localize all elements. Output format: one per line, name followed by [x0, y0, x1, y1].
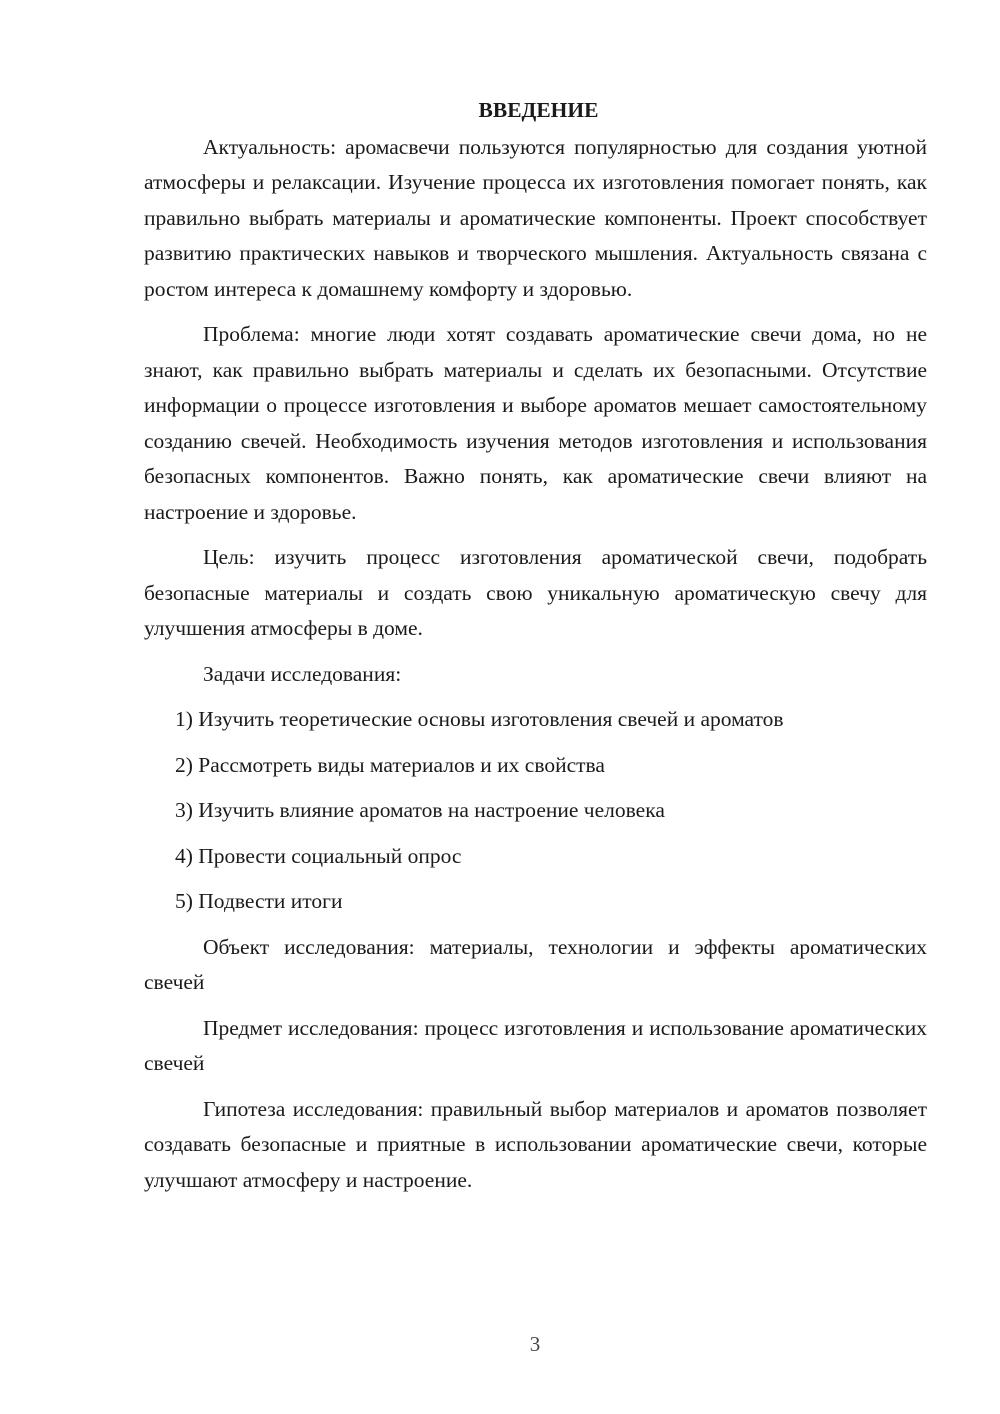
task-item: 2) Рассмотреть виды материалов и их свойства — [175, 752, 605, 777]
task-item: 5) Подвести итоги — [175, 889, 343, 913]
goal-paragraph: Цель: изучить процесс изготовления ароматической свечи, подобрать безопасные материалы и создать свою уникальную ароматическую свечу для улучшения атмосферы в доме. — [144, 545, 927, 640]
subject-paragraph: Предмет исследования: процесс изготовления и использование ароматических свечей — [144, 1015, 927, 1075]
page-title: ВВЕДЕНИЕ — [478, 98, 599, 122]
object-paragraph: Объект исследования: материалы, технологии и эффекты ароматических свечей — [144, 934, 927, 994]
problem-paragraph: Проблема: многие люди хотят создавать ароматические свечи дома, но не знают, как правильно выбрать материалы и сделать их безопасными. Отсутствие информации о процессе изготовления и выборе ароматов мешает самостоятельному созданию свечей. Необходимость изучения методов изготовления и использования безопасных компонентов. Важно понять, как ароматические свечи влияют на настроение и здоровье. — [144, 322, 927, 524]
relevance-paragraph: Актуальность: аромасвечи пользуются популярностью для создания уютной атмосферы и релаксации. Изучение процесса их изготовления помогает понять, как правильно выбрать материалы и ароматические компоненты. Проект способствует развитию практических навыков и творческого мышления. Актуальность связана с ростом интереса к домашнему комфорту и здоровью. — [144, 134, 927, 301]
hypothesis-paragraph: Гипотеза исследования: правильный выбор материалов и ароматов позволяет создавать безопасные и приятные в использовании ароматические свечи, которые улучшают атмосферу и настроение. — [144, 1096, 927, 1192]
task-item: 1) Изучить теоретические основы изготовления свечей и ароматов — [175, 707, 784, 731]
page-number: 3 — [529, 1332, 541, 1356]
task-item: 3) Изучить влияние ароматов на настроение человека — [175, 798, 665, 822]
page-content — [144, 93, 927, 1208]
tasks-heading: Задачи исследования: — [203, 661, 402, 686]
task-item: 4) Провести социальный опрос — [175, 843, 462, 868]
tasks-list — [144, 702, 927, 920]
